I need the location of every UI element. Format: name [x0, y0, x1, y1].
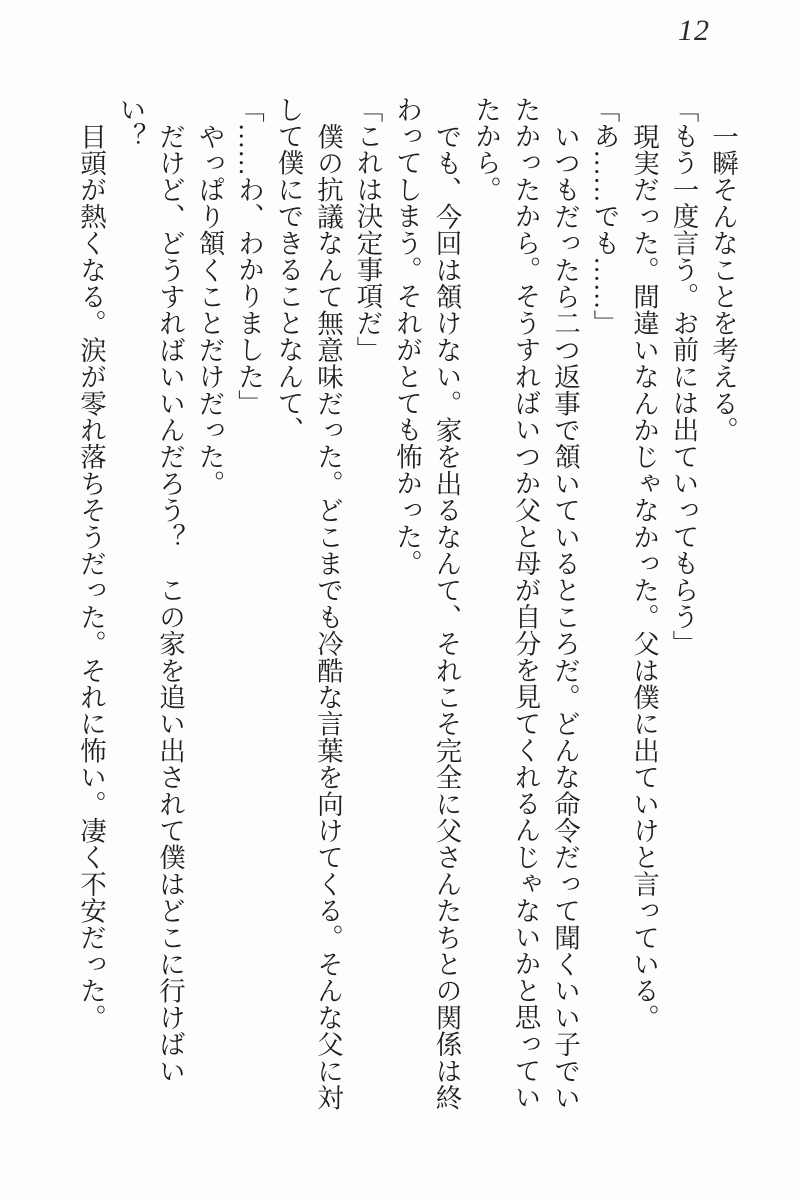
- paragraph-10: やっぱり頷くことだけだった。: [194, 122, 225, 497]
- paragraph-11: だけど、どうすればいいんだろう？ この家を追い出されて僕はどこに行けばいい？: [115, 96, 185, 1084]
- page-number: 12: [678, 14, 710, 47]
- text-block: [71, 96, 743, 1111]
- paragraph-8: 僕の抗議なんて無意味だった。どこまでも冷酷な言葉を向けてくる。そんな父に対して僕にできることなんて、: [273, 96, 343, 1111]
- paragraph-9: 「……わ、わかりました」: [234, 96, 264, 417]
- paragraph-3: 現実だった。間違いなんかじゃなかった。父は僕に出ていけと言っている。: [629, 122, 659, 1031]
- paragraph-4: 「あ……でも……」: [589, 96, 620, 337]
- paragraph-6: でも、今回は頷けない。家を出るなんて、それこそ完全に父さんたちとの関係は終わってしまう。それがとても怖かった。: [392, 96, 462, 1111]
- paragraph-1: 一瞬そんなことを考える。: [708, 122, 738, 443]
- paragraph-12: 目頭が熱くなる。涙が零れ落ちそうだった。それに怖い。凄く不安だった。: [76, 122, 106, 1031]
- paragraph-7: 「これは決定事項だ」: [352, 96, 383, 363]
- paragraph-2: 「もう一度言う。お前には出ていってもらう」: [668, 96, 699, 657]
- paragraph-5: いつもだったら二つ返事で頷いているところだ。どんな命令だって聞くいい子でいたかったから。そうすればいつか父と母が自分を見てくれるんじゃないかと思っていたから。: [471, 96, 580, 1111]
